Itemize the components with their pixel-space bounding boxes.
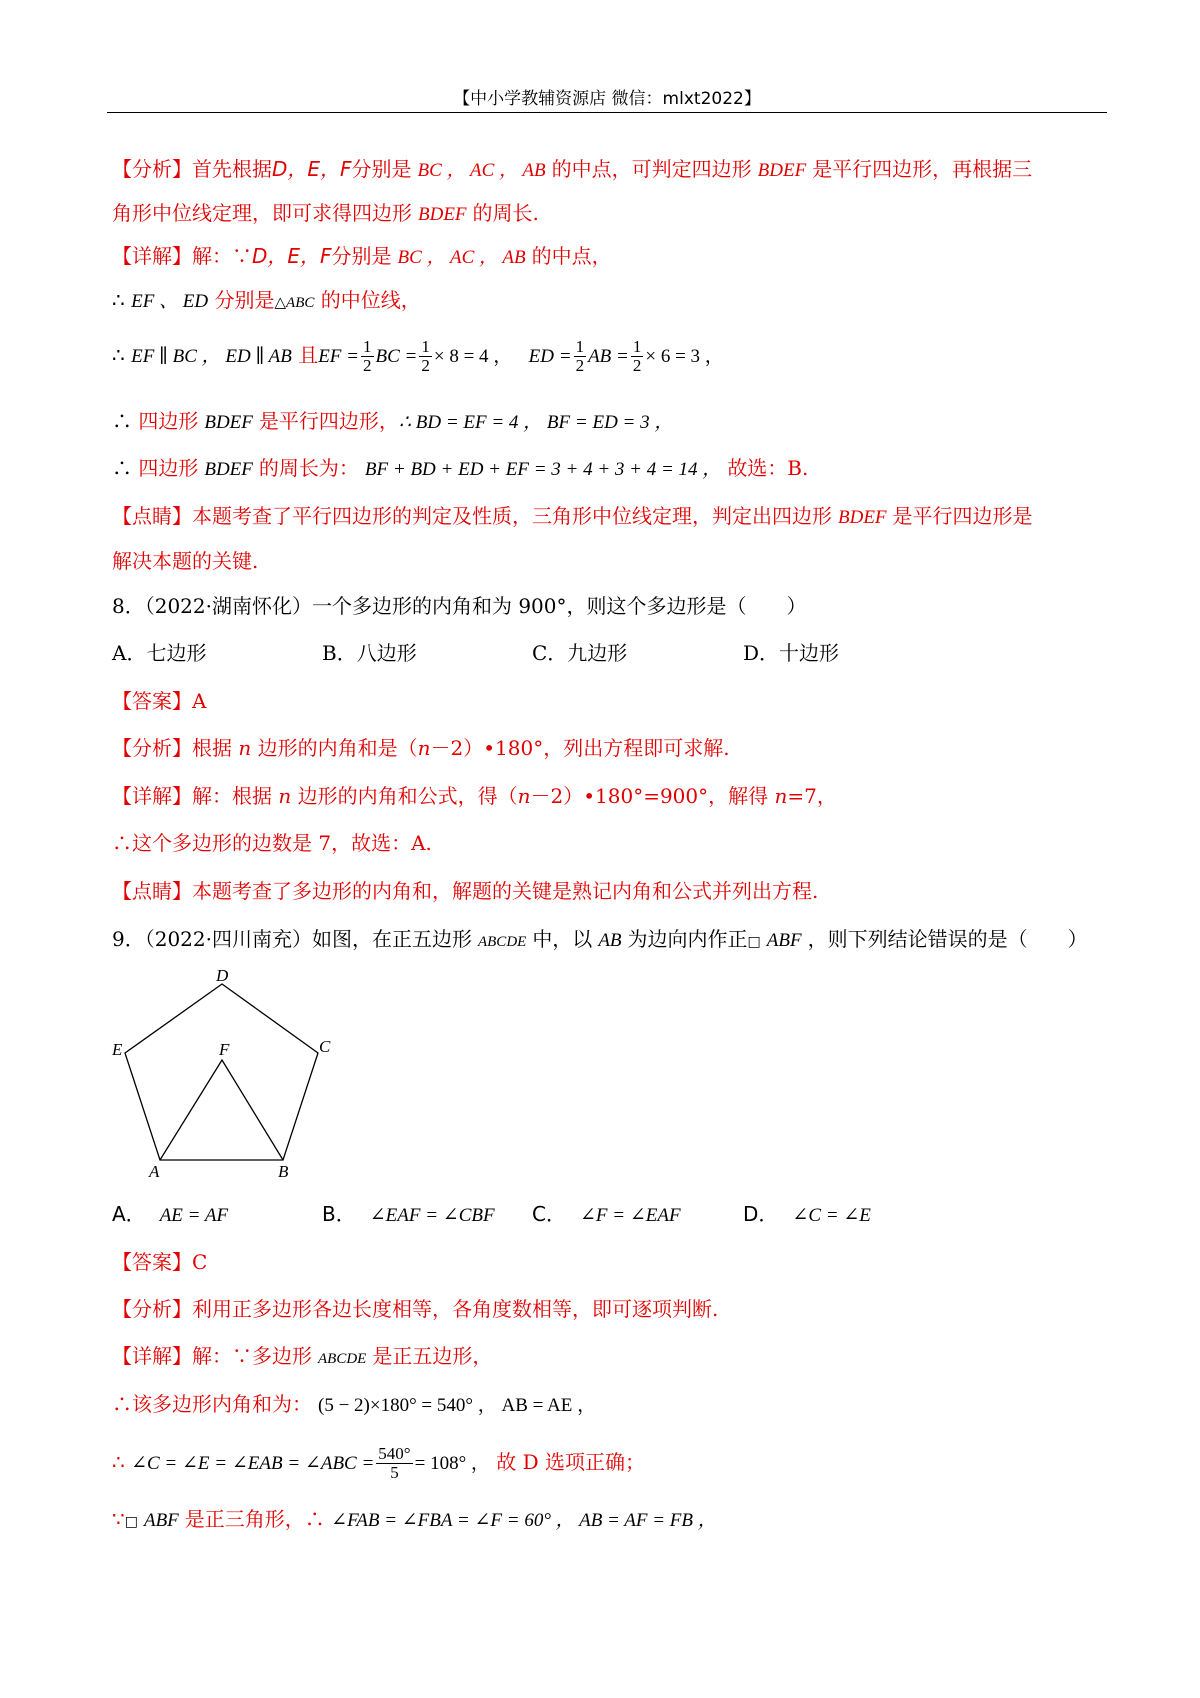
q8-point: 【点睛】本题考查了多边形的内角和，解题的关键是熟记内角和公式并列出方程. bbox=[112, 879, 819, 903]
q9-detail-line-3: ∴ ∠C = ∠E = ∠EAB = ∠ABC = $\frac{540^\circ}{5}$ = 108° ， 故 D 选项正确； bbox=[112, 1444, 646, 1482]
q8-option-b: B．八边形 bbox=[322, 641, 417, 665]
label-b: B bbox=[278, 1162, 289, 1180]
q7-detail-line-2: ∴ EF 、 ED 分别是△ABC 的中位线， bbox=[112, 288, 421, 312]
q8-option-d: D．十边形 bbox=[743, 641, 840, 665]
q8-analysis: 【分析】根据 n 边形的内角和是（n－2）•180°，列出方程即可求解. bbox=[112, 736, 730, 760]
analysis-label: 【分析】 bbox=[112, 157, 192, 181]
q8-stem: 8．（2022·湖南怀化）一个多边形的内角和为 900°，则这个多边形是（ ） bbox=[112, 594, 807, 618]
page-header: 【中小学教辅资源店 微信：mlxt2022】 bbox=[107, 84, 1107, 113]
q8-detail-line-2: ∴这个多边形的边数是 7，故选：A. bbox=[112, 831, 432, 855]
q9-option-d: D． ∠C = ∠E bbox=[743, 1202, 871, 1226]
pentagon-figure bbox=[105, 965, 345, 1180]
q7-analysis-line-1: 【分析】首先根据D，E，F分别是 BC ， AC ， AB 的中点，可判定四边形 BDEF 是平行四边形，再根据三 bbox=[112, 157, 1033, 181]
q9-detail-line-1: 【详解】解：∵多边形 ABCDE 是正五边形， bbox=[112, 1344, 493, 1368]
q7-point-line-2: 解决本题的关键. bbox=[112, 549, 259, 573]
fraction-half: $\frac{1}{2}$ bbox=[363, 337, 372, 375]
pentagon-abcde bbox=[125, 984, 318, 1160]
fraction-half: $\frac{1}{2}$ bbox=[421, 337, 430, 375]
q9-answer: 【答案】C bbox=[112, 1250, 208, 1274]
q7-detail-line-4: ∴ 四边形 BDEF 是平行四边形，∴ BD = EF = 4 ， BF = ED = 3 ， bbox=[112, 409, 674, 433]
q7-analysis-line-2: 角形中位线定理，即可求得四边形 BDEF 的周长. bbox=[112, 201, 539, 225]
fraction-half: $\frac{1}{2}$ bbox=[575, 337, 585, 375]
label-a: A bbox=[149, 1162, 160, 1180]
q9-stem: 9．（2022·四川南充）如图，在正五边形 ABCDE 中，以 AB 为边向内作正□ ABF ，则下列结论错误的是（ ） bbox=[112, 927, 1088, 951]
q7-detail-line-5: ∴ 四边形 BDEF 的周长为： BF + BD + ED + EF = 3 + 4 + 3 + 4 = 14 ， 故选：B. bbox=[112, 456, 809, 480]
q9-option-c: C． ∠F = ∠EAF bbox=[532, 1202, 681, 1226]
label-f: F bbox=[219, 1040, 230, 1059]
q8-option-a: A．七边形 bbox=[112, 641, 207, 665]
detail-label: 【详解】 bbox=[112, 244, 192, 268]
q9-detail-line-4: ∵□ ABF 是正三角形，∴ ∠FAB = ∠FBA = ∠F = 60° ， AB = AF = FB ， bbox=[112, 1507, 717, 1531]
q7-point-line-1: 【点睛】本题考查了平行四边形的判定及性质，三角形中位线定理，判定出四边形 BDEF 是平行四边形是 bbox=[112, 504, 1033, 528]
q8-option-c: C．九边形 bbox=[532, 641, 628, 665]
q7-detail-line-1: 【详解】解：∵D，E，F分别是 BC ， AC ， AB 的中点， bbox=[112, 244, 612, 268]
label-e: E bbox=[112, 1040, 123, 1059]
point-label: 【点睛】 bbox=[112, 504, 192, 528]
q8-detail-line-1: 【详解】解：根据 n 边形的内角和公式，得（n－2）•180°=900°，解得 n=7， bbox=[112, 784, 837, 808]
q9-analysis: 【分析】利用正多边形各边长度相等，各角度数相等，即可逐项判断. bbox=[112, 1297, 719, 1321]
q9-detail-line-2: ∴该多边形内角和为： (5 − 2)×180° = 540° ， AB = AE ， bbox=[112, 1392, 597, 1416]
q7-detail-line-3: ∴ EF ∥ BC ， ED ∥ AB 且EF = $\frac{1}{2}$ BC = $\frac{1}{2}$ × 8 = 4 ， ED = $\frac{1}{2}$ AB = $\frac{1}{2}$ × 6 = 3 ， bbox=[112, 337, 724, 375]
triangle-abf bbox=[160, 1060, 283, 1160]
fraction-540-over-5: $\frac{540^\circ}{5}$ bbox=[378, 1444, 411, 1482]
label-d: D bbox=[216, 966, 229, 985]
q9-option-a: A． AE = AF bbox=[112, 1202, 229, 1226]
label-c: C bbox=[319, 1037, 331, 1056]
fraction-half: $\frac{1}{2}$ bbox=[632, 337, 642, 375]
q9-option-b: B． ∠EAF = ∠CBF bbox=[322, 1202, 495, 1226]
q8-answer: 【答案】A bbox=[112, 689, 207, 713]
